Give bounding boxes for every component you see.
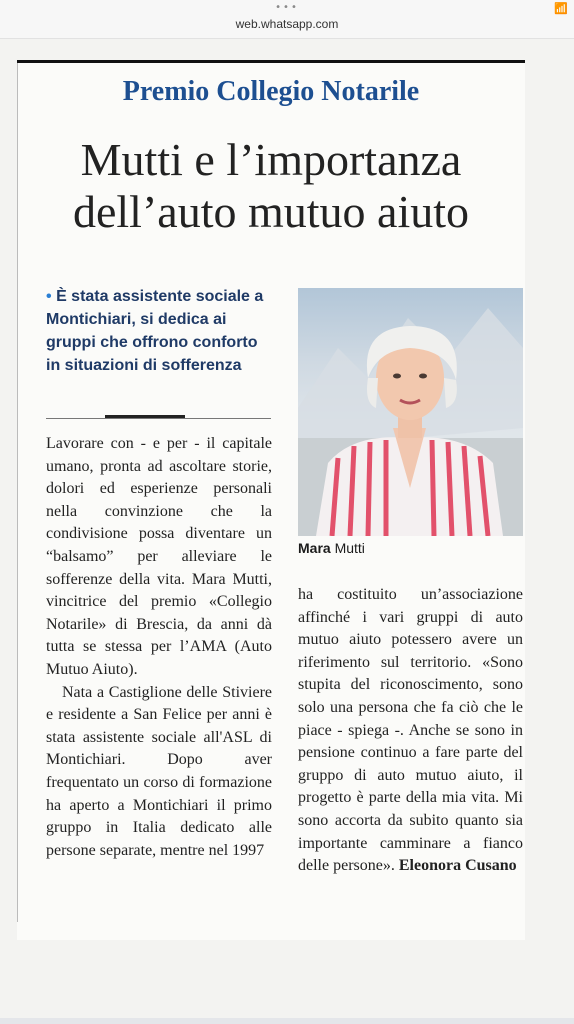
article-paragraph-3-text: ha costituito un’associazione affinché i vari gruppi di auto mutuo aiuto potessero avere un riferimento sul territorio. «Sono stupita del riconoscimento, sono solo una persona che fa ciò che le piace - spiega -. Anche se sono in pensione continuo a fare parte del gruppo di auto mutuo aiuto, il progetto è parte della mia vita. Mi sono accorta da subito quanto sia importante camminare a fianco delle persone». [298, 586, 523, 875]
article-subhead [46, 285, 276, 377]
article-column-right [298, 584, 523, 878]
article-paragraph-3 [298, 584, 523, 878]
portrait-photo [298, 288, 523, 536]
photo-caption [298, 540, 365, 556]
article-kicker: Premio Collegio Notarile [122, 76, 420, 107]
headline-line-1: Mutti e l’importanza [80, 134, 462, 185]
wifi-icon: 📶 [554, 2, 568, 15]
article-headline [17, 134, 525, 238]
headline-line-2: dell’auto mutuo aiuto [72, 186, 470, 237]
article-paragraph-2: Nata a Castiglione delle Stiviere e residente a San Felice per anni è stata assistente sociale all'ASL di Montichiari. Dopo aver frequentato un corso di formazione ha aperto a Montichiari il primo gruppo in Italia dedicato alle persone separate, mentre nel 1997 [46, 683, 272, 859]
subhead-divider-thin [46, 418, 271, 419]
caption-first-name: Mara [298, 540, 331, 556]
browser-top-bar [0, 0, 574, 39]
article-column-left [46, 433, 272, 862]
article-author: Eleonora Cusano [398, 857, 517, 875]
browser-bottom-bar [0, 1018, 574, 1024]
portrait-illustration [298, 288, 523, 536]
article-paragraph-1: Lavorare con - e per - il capitale umano, pronta ad ascoltare storie, dolori ed esperienze personali nella convinzione che la condivisione possa diventare un “balsamo” per alleviare le sofferenze della vita. Mara Mutti, vincitrice del premio «Collegio Notarile» di Brescia, da anni dà tutta se stessa per l’AMA (Auto Mutuo Aiuto). [46, 435, 272, 678]
caption-surname: Mutti [330, 540, 365, 556]
subhead-text: È stata assistente sociale a Montichiari, si dedica ai gruppi che offrono conforto in situazioni di sofferenza [46, 288, 264, 374]
more-dots-icon[interactable]: ••• [275, 2, 299, 13]
subhead-bullet: • [46, 288, 52, 305]
top-rule [17, 60, 525, 63]
address-bar-url[interactable]: web.whatsapp.com [235, 17, 339, 31]
